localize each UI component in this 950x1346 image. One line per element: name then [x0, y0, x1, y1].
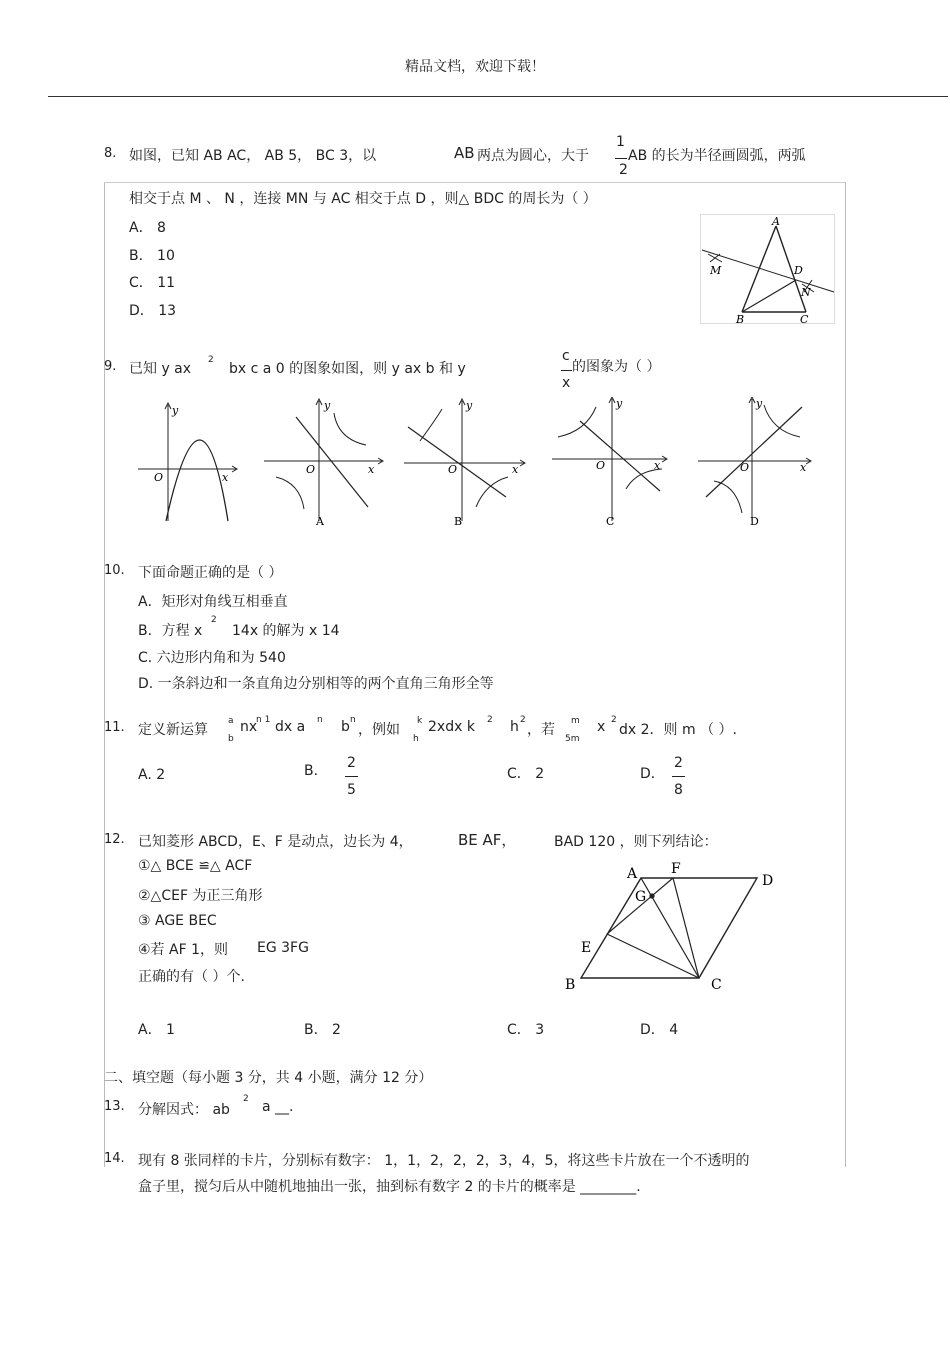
- q11-sup3: n: [350, 715, 356, 725]
- q9-text3: 的图象为（ ）: [572, 359, 661, 375]
- q11-part3: b: [341, 719, 350, 735]
- q9-graph-a: [264, 399, 383, 528]
- q12-rhombus-figure: [565, 858, 780, 996]
- q9-ga-x: x: [368, 463, 375, 476]
- q8-label-m: M: [710, 264, 722, 277]
- q13-sup: 2: [243, 1094, 249, 1104]
- q9-gb-o: O: [448, 463, 458, 476]
- q13-number: 13.: [104, 1099, 125, 1114]
- q12-number: 12.: [104, 832, 125, 847]
- q9-graph-b: [404, 399, 525, 528]
- q9-label-a: A: [316, 515, 324, 528]
- q11-sup2: n: [317, 715, 323, 725]
- q14-line2: 盒子里，搅匀后从中随机地抽出一张，抽到标有数字 2 的卡片的概率是 ________.: [138, 1179, 641, 1195]
- q8-label-d: D: [794, 264, 803, 277]
- q11-option-b: B.: [304, 763, 319, 779]
- q12-option-c: C． 3: [507, 1022, 545, 1038]
- q8-label-c: C: [800, 313, 809, 324]
- q9-gd-o: O: [740, 461, 750, 474]
- q9-g0-y: y: [172, 404, 179, 417]
- page-header: 精品文档，欢迎下载！: [405, 59, 545, 75]
- q14-number: 14.: [104, 1151, 125, 1166]
- q11-int2-top: k: [417, 716, 423, 726]
- q8-label-n: N: [801, 286, 811, 299]
- q8-option-d: D． 13: [129, 303, 177, 319]
- q11-stem: 定义新运算: [138, 722, 208, 738]
- header-rule: [48, 96, 948, 97]
- q8-option-c: C． 11: [129, 275, 176, 291]
- frame-left: [104, 182, 105, 1167]
- q9-gb-x: x: [512, 463, 519, 476]
- q11-int3-top: m: [571, 716, 580, 726]
- q9-label-b: B: [454, 515, 463, 528]
- q8-option-b: B． 10: [129, 248, 175, 264]
- q10-option-b-sup: 2: [211, 615, 217, 625]
- q8-label-b: B: [736, 313, 745, 324]
- q11-int2-bot: h: [413, 734, 419, 744]
- q12-stem2: BE AF，: [458, 831, 517, 849]
- frame-top: [104, 182, 845, 183]
- q12-tail: 正确的有（ ）个.: [138, 969, 245, 985]
- q8-frac-den: 2: [619, 162, 628, 178]
- q10-option-a: A．矩形对角线互相垂直: [138, 594, 288, 610]
- q11-part9: dx 2．则 m （ ）.: [619, 722, 737, 738]
- q12-stem3: BAD 120 ，则下列结论：: [554, 834, 718, 850]
- q11-part7: ，若: [527, 722, 555, 738]
- q11-part8: x: [597, 719, 606, 735]
- q9-graphs-figure: [136, 397, 812, 529]
- frame-right: [845, 182, 846, 1167]
- q8-frac-bar: [615, 158, 627, 159]
- q9-ga-y: y: [324, 399, 331, 412]
- q11-option-d-bar: [672, 776, 685, 777]
- q11-option-b-bar: [345, 776, 358, 777]
- q14-line1: 现有 8 张同样的卡片，分别标有数字： 1，1，2，2，2，3，4，5，将这些卡片放在一个不透明的: [138, 1153, 750, 1169]
- q9-frac-den: x: [562, 375, 571, 391]
- q8-ab: AB: [454, 144, 475, 162]
- q9-gc-y: y: [616, 397, 623, 410]
- q11-part5: 2xdx k: [428, 719, 475, 735]
- q12-option-a: A． 1: [138, 1022, 175, 1038]
- q11-sup5: 2: [520, 715, 526, 725]
- q8-line1c: AB 的长为半径画圆弧，两弧: [628, 148, 806, 164]
- q9-sup: 2: [208, 355, 214, 365]
- q11-option-a: A. 2: [138, 767, 166, 783]
- q9-g0-x: x: [222, 471, 229, 484]
- q9-gc-o: O: [596, 459, 606, 472]
- q12-label-f: F: [671, 861, 681, 877]
- q10-option-c: C. 六边形内角和为 540: [138, 650, 286, 666]
- q10-option-b-rest: 14x 的解为 x 14: [232, 623, 340, 639]
- q11-option-d-den: 8: [674, 782, 683, 798]
- q12-label-a: A: [627, 866, 638, 882]
- q11-option-b-den: 5: [347, 782, 356, 798]
- q9-text2: bx c a 0 的图象如图，则 y ax b 和 y: [229, 361, 466, 377]
- q12-option-d: D． 4: [640, 1022, 679, 1038]
- q8-option-a: A． 8: [129, 220, 166, 236]
- q9-ga-o: O: [306, 463, 316, 476]
- q11-option-d-num: 2: [674, 755, 683, 771]
- q12-label-e: E: [581, 940, 592, 956]
- q8-number: 8.: [104, 146, 117, 161]
- q11-part2: dx a: [275, 719, 306, 735]
- q9-gc-x: x: [654, 459, 661, 472]
- q11-int3-bot: 5m: [565, 734, 580, 744]
- q11-sup1: n 1: [256, 715, 271, 725]
- q13-text2: a __.: [262, 1099, 294, 1115]
- q11-part4: ，例如: [358, 722, 400, 738]
- q9-label-c: C: [606, 515, 615, 528]
- q11-sup4: 2: [487, 715, 493, 725]
- q9-label-d: D: [750, 515, 759, 528]
- q12-label-g: G: [635, 889, 647, 905]
- q10-option-b: B．方程 x: [138, 623, 203, 639]
- q12-conclusion-2: ②△CEF 为正三角形: [138, 888, 263, 904]
- q9-graph-c: [552, 397, 667, 528]
- q11-part1: nx: [240, 719, 258, 735]
- q9-number: 9.: [104, 359, 117, 374]
- q11-option-d: D．: [640, 766, 665, 782]
- q9-parabola-graph: [138, 403, 237, 521]
- q11-option-c: C． 2: [507, 766, 545, 782]
- q11-int1-top: a: [228, 716, 234, 726]
- q9-text1: 已知 y ax: [129, 361, 192, 377]
- q9-frac-num: c: [562, 348, 570, 364]
- q10-stem: 下面命题正确的是（ ）: [138, 565, 283, 581]
- q11-part6: h: [510, 719, 519, 735]
- section-2-title: 二、填空题（每小题 3 分，共 4 小题，满分 12 分）: [104, 1070, 433, 1086]
- q9-frac-bar: [561, 370, 572, 371]
- q12-stem1: 已知菱形 ABCD，E、F 是动点，边长为 4，: [138, 834, 413, 850]
- q11-sup6: 2: [611, 715, 617, 725]
- q12-label-c: C: [711, 977, 722, 993]
- q9-gd-y: y: [756, 397, 763, 410]
- q10-number: 10.: [104, 563, 125, 578]
- q11-option-b-num: 2: [347, 755, 356, 771]
- q8-frac-num: 1: [616, 134, 625, 150]
- q8-label-a: A: [772, 215, 780, 228]
- q11-int1-bot: b: [228, 734, 234, 744]
- q11-number: 11.: [104, 720, 125, 735]
- q9-graph-d: [698, 397, 811, 528]
- q10-option-d: D. 一条斜边和一条直角边分别相等的两个直角三角形全等: [138, 676, 494, 692]
- q12-conclusion-4b: EG 3FG: [257, 940, 309, 956]
- q12-conclusion-1: ①△ BCE ≌△ ACF: [138, 858, 253, 874]
- q12-label-d: D: [762, 873, 774, 889]
- q12-label-b: B: [565, 977, 576, 993]
- q8-line1: 如图，已知 AB AC， AB 5， BC 3，以: [129, 148, 377, 164]
- q8-line2: 相交于点 M 、 N ，连接 MN 与 AC 相交于点 D ，则△ BDC 的周长为（ ）: [129, 191, 597, 207]
- q8-triangle-figure: [700, 214, 835, 324]
- q12-option-b: B． 2: [304, 1022, 341, 1038]
- q12-conclusion-4a: ④若 AF 1，则: [138, 942, 228, 958]
- q13-text1: 分解因式： ab: [138, 1102, 230, 1118]
- q9-g0-o: O: [154, 471, 164, 484]
- q12-conclusion-3: ③ AGE BEC: [138, 913, 217, 929]
- q8-line1b: 两点为圆心，大于: [477, 148, 589, 164]
- q9-gd-x: x: [800, 461, 807, 474]
- q9-gb-y: y: [466, 399, 473, 412]
